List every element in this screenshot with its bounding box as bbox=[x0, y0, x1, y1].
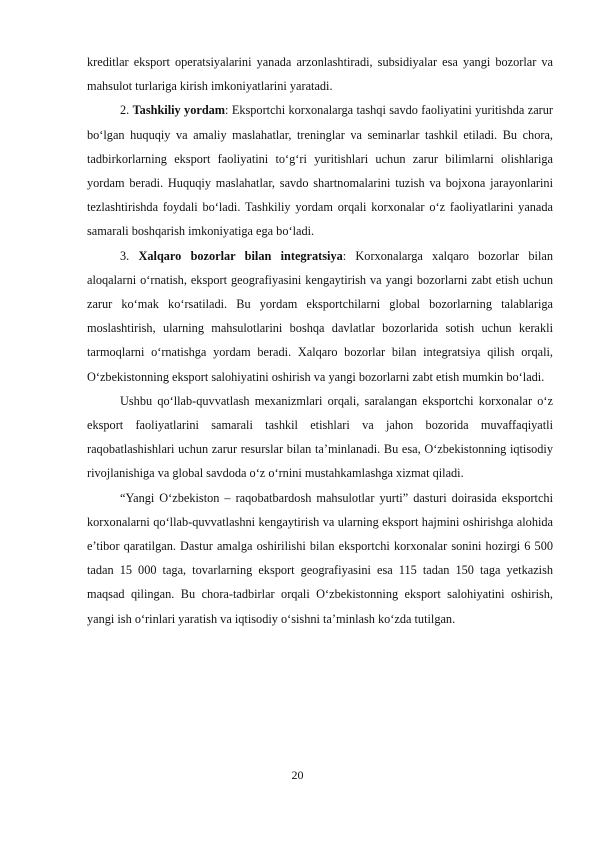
document-body bbox=[87, 50, 553, 631]
paragraph-text: Ushbu qo‘llab-quvvatlash mexanizmlari orqali, saralangan eksportchi korxonalar o‘z eksport faoliyatlarini samarali tashkil etishlari va jahon bozorida muvaffaqiyatli raqobatlashishlari uchun zarur resurslar bilan ta’minlanadi. Bu esa, O‘zbekistonning iqtisodiy rivojlanishiga va global savdoda o‘z o‘rnini mustahkamlashga xizmat qiladi. bbox=[87, 393, 553, 481]
page-number: 20 bbox=[291, 768, 304, 782]
paragraph-text: “Yangi O‘zbekiston – raqobatbardosh mahsulotlar yurti” dasturi doirasida eksportchi korxonalarni qo‘llab-quvvatlashni kengaytirish va ularning eksport hajmini oshirishga alohida e’tibor qaratilgan. Dastur amalga oshirilishi bilan eksportchi korxonalar sonini hozirgi 6 500 tadan 15 000 taga, tovarlarning eksport geografiyasini esa 115 tadan 150 taga yetkazish maqsad qilingan. Bu chora-tadbirlar orqali O‘zbekistonning eksport salohiyatini oshirish, yangi ish o‘rinlari yaratish va iqtisodiy o‘sishni ta’minlash ko‘zda tutilgan. bbox=[87, 490, 553, 626]
list-item-heading: Xalqaro bozorlar bilan integratsiya bbox=[138, 248, 343, 263]
paragraph-ushbu bbox=[87, 389, 553, 486]
list-item-xalqaro-bozorlar bbox=[87, 244, 553, 389]
paragraph-text: : Korxonalarga xalqaro bozorlar bilan aloqalarni o‘rnatish, eksport geografiyasini kengaytirish va yangi bozorlarni zabt etish uchun zarur ko‘mak ko‘rsatiladi. Bu yordam eksportchilarni global bozorlarning talablariga moslashtirish, ularning mahsulotlarini boshqa davlatlar bozorlarida sotish uchun kerakli tarmoqlarni o‘rnatishga yordam beradi. Xalqaro bozorlar bilan integratsiya qilish orqali, O‘zbekistonning eksport salohiyatini oshirish va yangi bozorlarni zabt etish mumkin bo‘ladi. bbox=[87, 248, 553, 384]
list-number: 3. bbox=[120, 248, 130, 263]
list-item-tashkiliy-yordam bbox=[87, 98, 553, 243]
paragraph-continuation bbox=[87, 50, 553, 98]
paragraph-text: : Eksportchi korxonalarga tashqi savdo faoliyatini yuritishda zarur bo‘lgan huquqiy va amaliy maslahatlar, treninglar va seminarlar tashkil etiladi. Bu chora, tadbirkorlarning eksport faoliyatini to‘g‘ri yuritishlari uchun zarur bilimlarni olishlariga yordam beradi. Huquqiy maslahatlar, savdo shartnomalarini tuzish va bojxona jarayonlarini tezlashtirishda foydali bo‘ladi. Tashkiliy yordam orqali korxonalar o‘z faoliyatlarini yanada samarali boshqarish imkoniyatiga ega bo‘ladi. bbox=[87, 103, 553, 239]
list-number: 2. bbox=[120, 103, 130, 118]
list-item-heading: Tashkiliy yordam bbox=[132, 103, 226, 118]
paragraph-yangi-ozbekiston bbox=[87, 486, 553, 631]
paragraph-text: kreditlar eksport operatsiyalarini yanada arzonlashtiradi, subsidiyalar esa yangi bozorlar va mahsulot turlariga kirish imkoniyatlarini yaratadi. bbox=[87, 55, 553, 94]
